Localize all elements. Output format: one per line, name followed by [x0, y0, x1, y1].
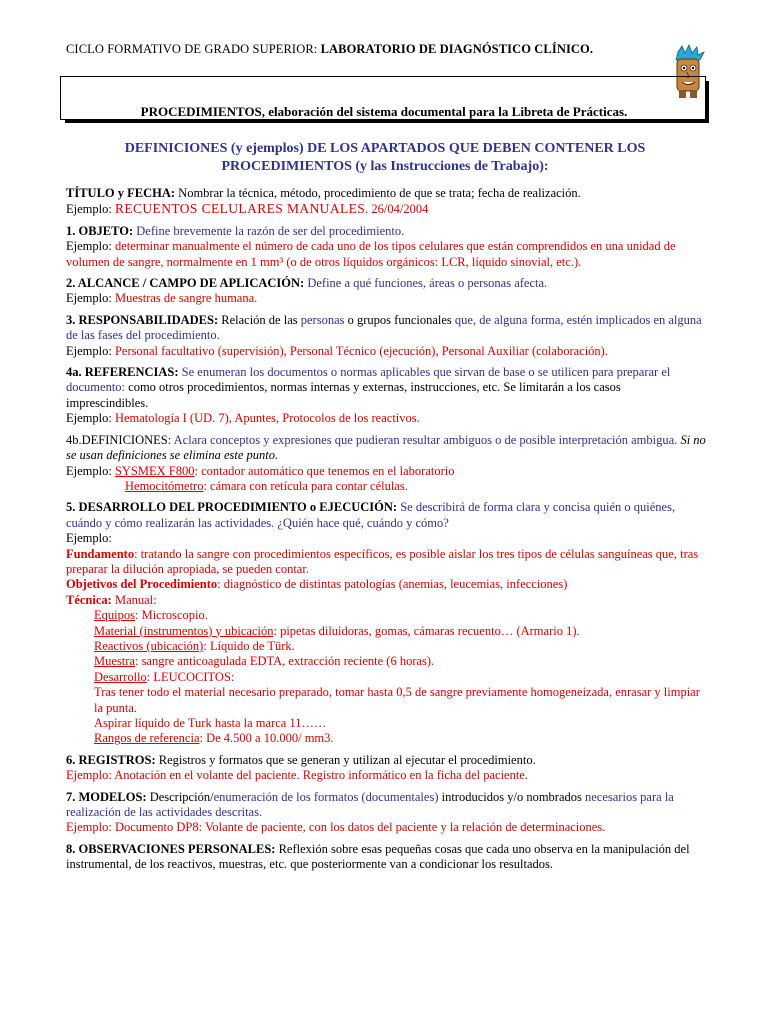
resp-example-label: Ejemplo: [66, 343, 115, 358]
refs-text-1: Se enumeran los documentos o normas aplicables que sirvan de base o se utilicen para preparar el documento: [66, 365, 671, 395]
desarrollo-step-1: Tras tener todo el material necesario preparado, tomar hasta 0,5 de sangre previamente homogeneizada, enrasar y limpiar la punta. [94, 685, 700, 715]
alcance-example-label: Ejemplo: [66, 291, 115, 306]
equipos-label: Equipos [94, 608, 135, 623]
refs-example-label: Ejemplo: [66, 411, 115, 426]
defs-text: Aclara conceptos y expresiones que pudieran resultar ambiguos o de posible interpretación ambigua. [171, 432, 681, 447]
modelos-label: 7. MODELOS: [66, 789, 147, 804]
tecnica-label: Técnica: [66, 592, 112, 607]
defs-example-def-1: : contador automático que tenemos en el laboratorio [194, 463, 455, 478]
section-registros [66, 753, 706, 784]
section-responsabilidades [66, 313, 706, 359]
header-prefix: CICLO FORMATIVO DE GRADO SUPERIOR: [66, 42, 321, 56]
header-course: LABORATORIO DE DIAGNÓSTICO CLÍNICO. [320, 42, 594, 56]
section-desarrollo [66, 500, 706, 747]
fundamento-label: Fundamento [66, 546, 135, 561]
modelos-text-4: necesarios para la realización de las actividades descritas. [66, 789, 674, 820]
muestra-text: : sangre anticoagulada EDTA, extracción reciente (6 horas). [134, 654, 435, 669]
modelos-text-2: enumeración de los formatos (documentales) [213, 789, 439, 804]
refs-example-value: Hematología I (UD. 7), Apuntes, Protocolos de los reactivos. [114, 411, 420, 426]
tecnica-text: Manual: [111, 592, 157, 607]
refs-text-2: como otros procedimientos, normas internas y externas, instrucciones, etc. Se limitarán a los casos imprescindibles. [66, 380, 621, 410]
alcance-text: Define a qué funciones, áreas o personas afecta. [304, 276, 548, 291]
desarrollo-sub-label: Desarrollo [94, 669, 147, 684]
muestra-label: Muestra [94, 654, 135, 669]
registros-label: 6. REGISTROS: [66, 752, 156, 767]
course-header [66, 42, 593, 57]
rangos-label: Rangos de referencia [94, 731, 200, 746]
titulo-label: TÍTULO y FECHA: [66, 186, 176, 200]
desarrollo-step-2: Aspirar líquido de Turk hasta la marca 11…… [94, 716, 327, 730]
rangos-text: : De 4.500 a 10.000/ mm3. [199, 731, 334, 746]
defs-example-term-2: Hemocitómetro [125, 478, 204, 493]
objeto-example-label: Ejemplo: [66, 239, 115, 254]
objeto-label: 1. OBJETO: [66, 223, 134, 238]
obs-label: 8. OBSERVACIONES PERSONALES: [66, 841, 276, 856]
objetivos-label: Objetivos del Procedimiento [66, 577, 218, 592]
section-titulo [66, 186, 706, 218]
modelos-example: Ejemplo: Documento DP8: Volante de paciente, con los datos del paciente y la relación de determinaciones. [66, 820, 606, 835]
material-text: : pipetas diluidoras, gomas, cámaras recuento… (Armario 1). [273, 623, 580, 638]
reactivos-text: : Líquido de Türk. [203, 638, 295, 653]
titulo-example-label: Ejemplo: [66, 202, 115, 217]
resp-text-4: que, de alguna forma, estén implicados en alguna de las fases del procedimiento. [66, 312, 702, 343]
defs-example-def-2: : cámara con retícula para contar células. [203, 478, 408, 493]
fundamento-text: : tratando la sangre con procedimientos específicos, es posible aislar los tres tipos de células sanguíneas que, tras preparar la dilución apropiada, se pueden contar. [66, 546, 699, 576]
registros-text: Registros y formatos que se generan y utilizan al ejecutar el procedimiento. [155, 752, 536, 767]
alcance-example-value: Muestras de sangre humana. [114, 291, 258, 306]
definitions-heading-line2: PROCEDIMIENTOS (y las Instrucciones de Trabajo): [221, 159, 549, 174]
modelos-text-3: introducidos y/o nombrados [438, 789, 585, 804]
document-title: PROCEDIMIENTOS, elaboración del sistema documental para la Libreta de Prácticas. [140, 104, 628, 119]
desarrollo-sub-text: : LEUCOCITOS: [146, 669, 235, 684]
obs-text: Reflexión sobre esas pequeñas cosas que cada uno observa en la manipulación del instrumental, de los reactivos, muestras, etc. que posteriormente van a condicionar los resultados. [66, 841, 690, 872]
definitions-heading [60, 140, 710, 176]
section-referencias [66, 365, 706, 427]
refs-label: 4a. REFERENCIAS: [66, 365, 179, 380]
titulo-example-date: . 26/04/2004 [365, 202, 429, 217]
resp-text-3: o grupos funcionales [344, 312, 455, 327]
section-modelos [66, 790, 706, 836]
definitions-heading-line1: DEFINICIONES (y ejemplos) DE LOS APARTADOS QUE DEBEN CONTENER LOS [124, 141, 646, 156]
section-observaciones [66, 842, 706, 873]
defs-label: 4b.DEFINICIONES: [66, 432, 172, 447]
titulo-text: Nombrar la técnica, método, procedimiento de que se trata; fecha de realización. [175, 186, 581, 200]
material-label: Material (instrumentos) y ubicación [94, 623, 274, 638]
defs-example-term-1: SYSMEX F800 [114, 463, 195, 478]
objeto-example-value: determinar manualmente el número de cada uno de los tipos celulares que están comprendidos en una unidad de volumen de sangre, normalmente en 1 mm³ (o de otros líquidos orgánicos: LCR, líquido sinovial, etc.). [66, 239, 676, 269]
titulo-example-value: RECUENTOS CELULARES MANUALES [114, 201, 366, 217]
section-objeto [66, 224, 706, 270]
section-alcance [66, 276, 706, 307]
document-body [66, 186, 706, 879]
reactivos-label: Reactivos (ubicación) [94, 638, 204, 653]
section-definiciones [66, 433, 706, 495]
defs-note: Si no se usan definiciones se elimina este punto. [66, 432, 706, 463]
resp-label: 3. RESPONSABILIDADES: [66, 312, 219, 327]
objetivos-text: : diagnóstico de distintas patologías (anemias, leucemias, infecciones) [217, 577, 568, 592]
desarrollo-label: 5. DESARROLLO DEL PROCEDIMIENTO o EJECUCIÓN: [66, 500, 398, 515]
resp-text-1: Relación de las [218, 312, 301, 327]
alcance-label: 2. ALCANCE / CAMPO DE APLICACIÓN: [66, 276, 305, 291]
objeto-text: Define brevemente la razón de ser del procedimiento. [133, 223, 405, 238]
equipos-text: : Microscopio. [134, 608, 208, 623]
registros-example: Ejemplo: Anotación en el volante del paciente. Registro informático en la ficha del paciente. [66, 768, 528, 783]
desarrollo-example-label: Ejemplo: [66, 531, 112, 546]
resp-text-2: personas [300, 312, 345, 327]
desarrollo-text: Se describirá de forma clara y concisa quién o quiénes, cuándo y cómo realizarán las actividades. ¿Quién hace qué, cuándo y cómo? [66, 500, 676, 530]
modelos-text-1: Descripción/ [146, 789, 214, 804]
resp-example-value: Personal facultativo (supervisión), Personal Técnico (ejecución), Personal Auxiliar (colaboración). [114, 343, 608, 358]
defs-example-label: Ejemplo: [66, 463, 115, 478]
